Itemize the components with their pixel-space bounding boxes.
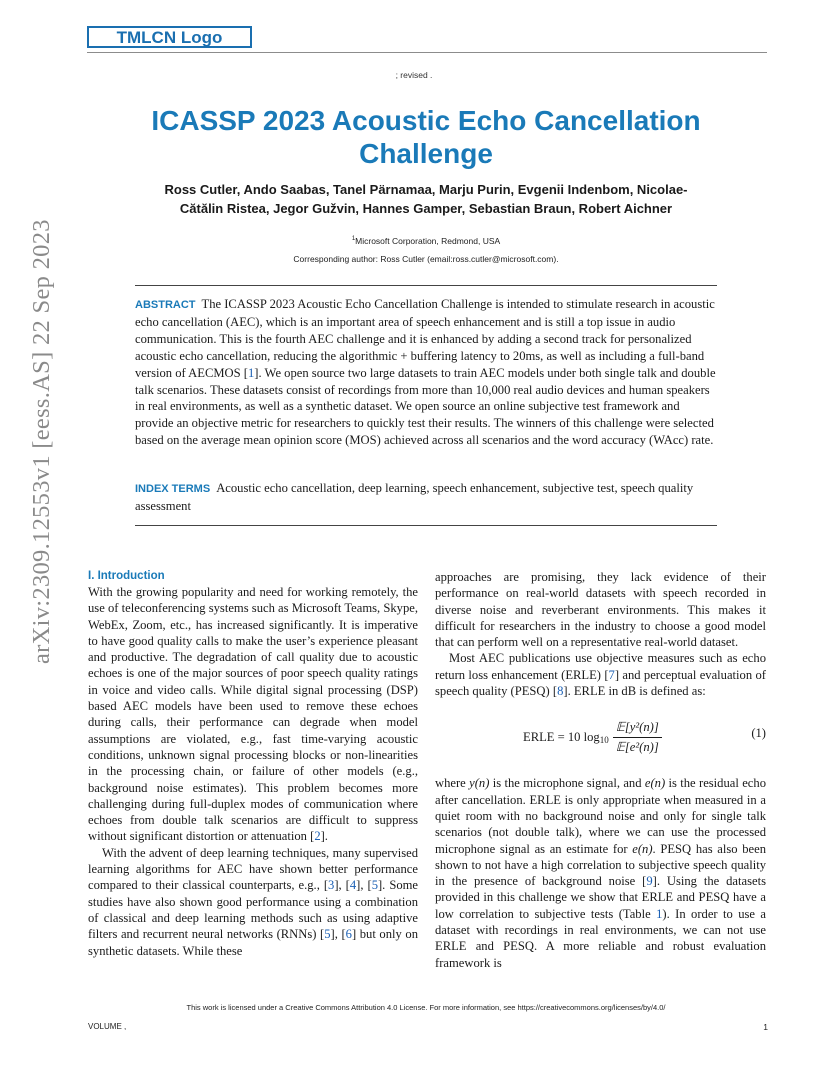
- table-link[interactable]: 1: [656, 906, 663, 921]
- citation-link[interactable]: 3: [328, 878, 335, 893]
- math-symbol: e(n): [632, 841, 653, 856]
- affiliation-marker: 1: [351, 236, 356, 243]
- index-terms-label: INDEX TERMS: [135, 483, 211, 495]
- text-run: ]. Using the datasets provided in this challenge we show that ERLE and PESQ have a low correlation to subjective tests (Table: [435, 874, 766, 921]
- intro-paragraph-1: [88, 584, 418, 845]
- citation-link[interactable]: 7: [608, 667, 615, 682]
- text-run: ] and perceptual evaluation of speech quality (PESQ) [: [435, 667, 766, 699]
- abstract-label: ABSTRACT: [135, 299, 196, 311]
- abstract-text-1: The ICASSP 2023 Acoustic Echo Cancellation Challenge is intended to stimulate research in acoustic echo cancellation (AEC), which is an important area of speech enhancement and is still a top issue in audio communication. This is the fourth AEC challenge and it is enhanced by adding a second track for personalized acoustic echo cancellation, reducing the algorithmic + buffering latency to 20ms, as well as including a full-band version of AECMOS [: [135, 297, 715, 380]
- index-terms-text: Acoustic echo cancellation, deep learning, speech enhancement, subjective test, speech quality assessment: [135, 481, 694, 513]
- header-rule: [87, 52, 767, 53]
- math-symbol: y(n): [469, 776, 490, 791]
- volume-label: VOLUME ,: [88, 1022, 127, 1031]
- text-run: ], [: [334, 878, 350, 893]
- license-notice: This work is licensed under a Creative Commons Attribution 4.0 License. For more information, see https://creativecommons.org/licenses/by/4.0/: [186, 1003, 666, 1012]
- arxiv-sidebar-stamp: arXiv:2309.12553v1 [eess.AS] 22 Sep 2023: [28, 219, 55, 664]
- equation-body: [523, 719, 662, 755]
- citation-link[interactable]: 1: [248, 365, 255, 380]
- citation-link[interactable]: 9: [646, 874, 653, 889]
- equation-numerator: 𝔼[y²(n)]: [613, 719, 662, 737]
- affiliation-text: Microsoft Corporation, Redmond, USA: [355, 236, 501, 246]
- equation-denominator: 𝔼[e²(n)]: [615, 739, 659, 754]
- text-run: ). In order to use a dataset with recordings in real environments, we can not use ERLE and PESQ. A more reliable and robust evaluation framework is: [435, 906, 766, 970]
- intro-paragraph-5: [435, 775, 766, 971]
- citation-link[interactable]: 6: [345, 927, 352, 942]
- text-run: ] but only on synthetic datasets. While these: [88, 927, 418, 958]
- text-run: where: [435, 776, 470, 791]
- text-run: is the microphone signal, and: [489, 776, 645, 791]
- left-column: [88, 568, 418, 959]
- math-symbol: e(n): [644, 776, 666, 791]
- citation-link[interactable]: 2: [314, 829, 321, 844]
- text-run: ].: [320, 829, 328, 844]
- text-run: ], [: [330, 927, 346, 942]
- text-run: ]. ERLE in dB is defined as:: [563, 684, 706, 699]
- section-heading: I. Introduction: [88, 570, 165, 582]
- journal-logo: TMLCN Logo: [87, 26, 252, 48]
- abstract-top-rule: [135, 285, 717, 286]
- affiliation: [0, 236, 828, 246]
- text-run: is the residual echo after cancellation. ERLE is only appropriate when measured in a quiet room with no background noise and only for single talk scenarios (not double talk), where we can use the processed microphone signal as an estimate for: [435, 776, 766, 856]
- revision-note: ; revised .: [395, 70, 433, 80]
- text-run: Most AEC publications use objective measures such as echo return loss enhancement (ERLE) [: [435, 651, 766, 682]
- equation-fraction: [613, 719, 662, 755]
- text-run: With the growing popularity and need for working remotely, the use of teleconferencing systems such as Microsoft Teams, Skype, WebEx, Zoom, etc., has increased significantly. It is imperative to have good quality calls to make the user’s experience pleasant and productive. The degradation of call quality due to acoustic echoes is one of the major sources of poor speech quality ratings in voice and video calls. While digital signal processing (DSP) based AEC models have been used to remove these echoes during calls, their performance can degrade when model assumptions are violated, e.g., fast time-varying acoustic conditions, unknown signal processing blocks or non-linearities in the processing chain, or failure of other models (e.g., background noise estimates). This problem becomes more challenging during full-duplex modes of communication where echoes from double talk scenarios are difficult to suppress without significant distortion or attenuation [: [88, 585, 418, 844]
- intro-paragraph-4: [435, 650, 766, 699]
- text-run: . PESQ has also been shown to not have a high correlation to subjective speech quality in the presence of background noise [: [435, 841, 767, 889]
- author-list: Ross Cutler, Ando Saabas, Tanel Pärnamaa, Marju Purin, Evgenii Indenbom, Nicolae-Cătălin Ristea, Jegor Gužvin, Hannes Gamper, Sebastian Braun, Robert Aichner: [164, 182, 688, 216]
- equation-subscript: 10: [599, 735, 609, 746]
- equation-erle: [435, 711, 766, 769]
- index-terms-block: [135, 480, 717, 515]
- text-run: ]. Some studies have also shown good performance using a combination of classical and deep learning methods such as using adaptive filters and recurrent neural networks (RNNs) [: [88, 878, 419, 942]
- intro-paragraph-3: approaches are promising, they lack evidence of their performance on real-world datasets with speech recorded in diverse noise and reverberant environments. This makes it difficult for researchers in the industry to choose a good model that can perform well on a representative real-world dataset.: [435, 570, 766, 650]
- abstract-block: [135, 296, 717, 449]
- text-run: ], [: [356, 878, 372, 893]
- equation-lhs: ERLE = 10 log: [523, 730, 600, 745]
- citation-link[interactable]: 8: [557, 684, 564, 699]
- citation-link[interactable]: 5: [324, 927, 331, 942]
- text-run: With the advent of deep learning techniques, many supervised learning algorithms for AEC have shown better performance compared to their classical counterparts, e.g., [: [88, 845, 418, 893]
- intro-paragraph-2: [88, 845, 418, 959]
- paper-title: ICASSP 2023 Acoustic Echo Cancellation Challenge: [151, 105, 701, 169]
- equation-number: (1): [751, 726, 766, 741]
- citation-link[interactable]: 5: [371, 878, 378, 893]
- abstract-bottom-rule: [135, 525, 717, 526]
- abstract-text-2: ]. We open source two large datasets to train AEC models under both single talk and double talk scenarios. These datasets consist of recordings from more than 10,000 real audio devices and human speakers in real environments, as well as a synthetic dataset. We open source an online subjective test framework and provide an objective metric for researchers to quickly test their results. The winners of this challenge were selected based on the average mean opinion score (MOS) achieved across all scenarios and the word accuracy (WAcc) rate.: [135, 365, 716, 448]
- corresponding-author: Corresponding author: Ross Cutler (email:ross.cutler@microsoft.com).: [293, 254, 559, 264]
- page-number: 1: [763, 1022, 768, 1032]
- citation-link[interactable]: 4: [349, 878, 357, 893]
- right-column: [435, 569, 766, 971]
